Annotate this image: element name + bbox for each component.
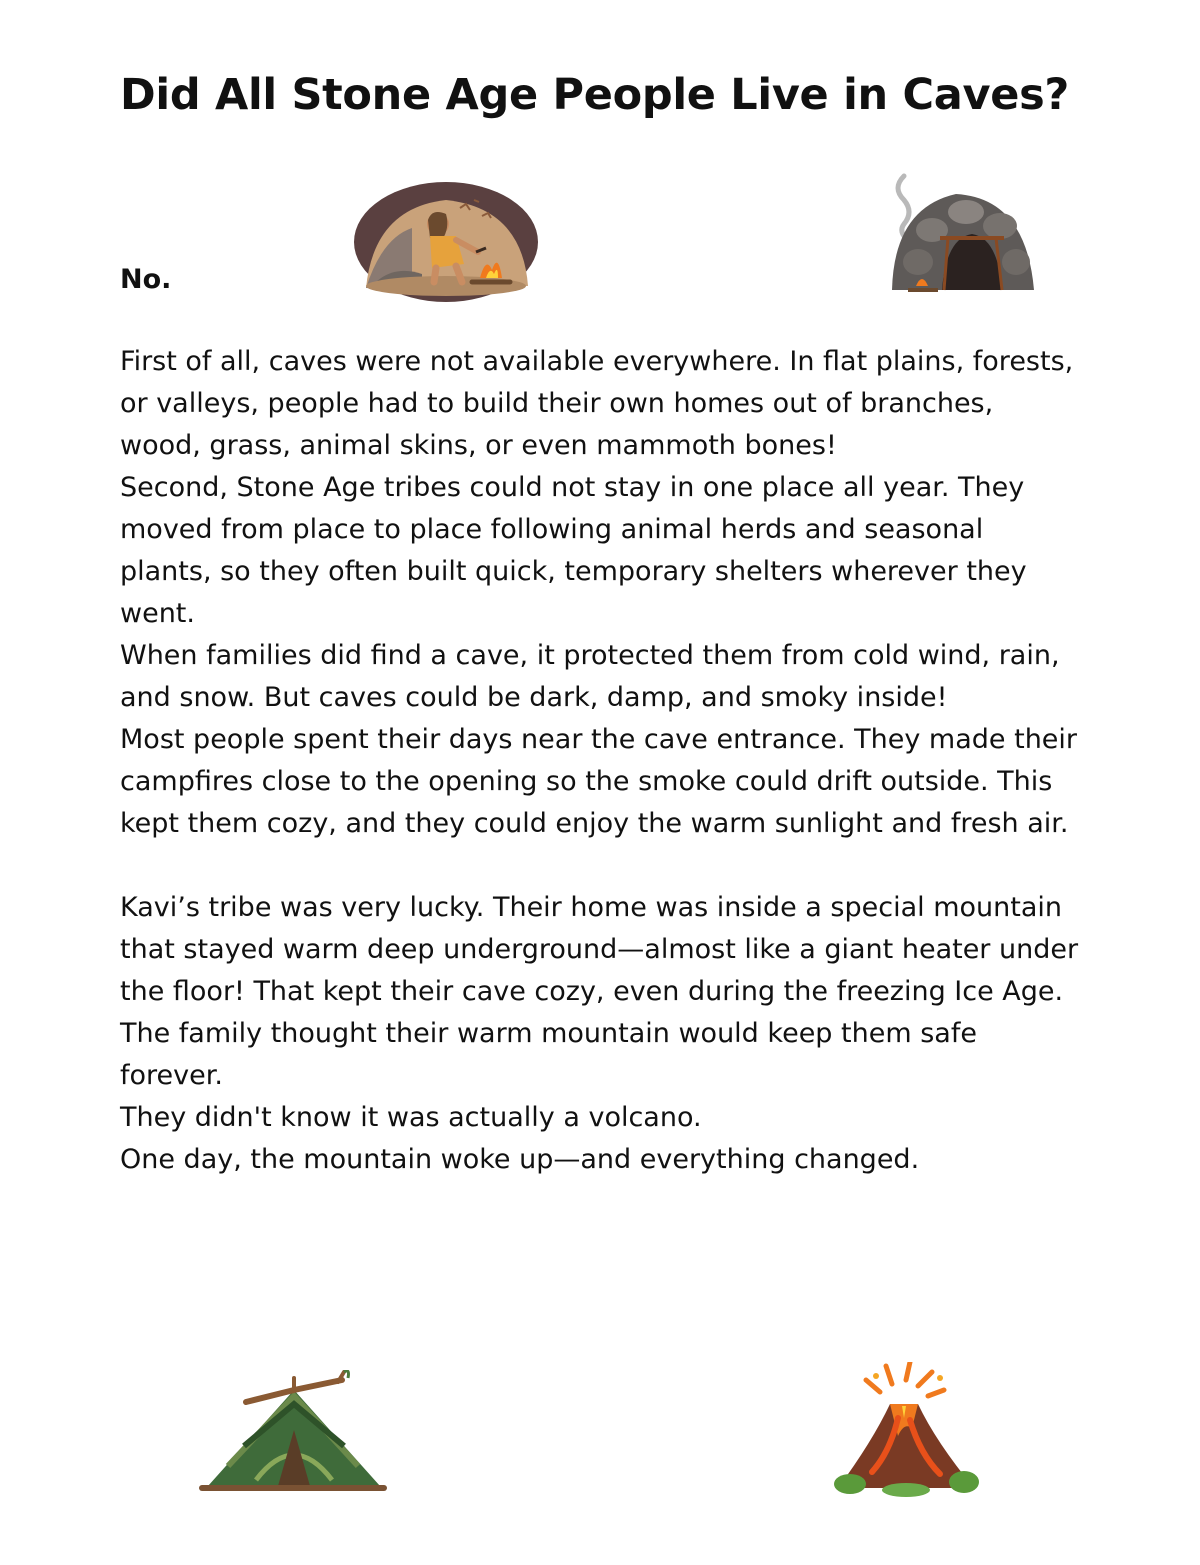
paragraph-volcano: They didn't know it was actually a volcano. (120, 1102, 702, 1133)
answer-text: No. (120, 264, 172, 295)
paragraph-mountain-woke: One day, the mountain woke up—and everything changed. (120, 1144, 920, 1175)
stone-hut-icon (886, 168, 1038, 296)
paragraph-cave-protection: When families did find a cave, it protected them from cold wind, rain, and snow. But caves could be dark, damp, and smoky inside! (120, 640, 1060, 713)
body-text (120, 341, 1080, 1181)
paragraph-family-safe: The family thought their warm mountain would keep them safe forever. (120, 1018, 977, 1091)
paragraph-cave-entrance: Most people spent their days near the cave entrance. They made their campfires close to the opening so the smoke could drift outside. This kept them cozy, and they could enjoy the warm sunlight and fresh air. (120, 724, 1078, 839)
caveman-fire-icon (352, 178, 540, 304)
page-title: Did All Stone Age People Live in Caves? (120, 70, 1070, 120)
paragraph-moving-tribes: Second, Stone Age tribes could not stay in one place all year. They moved from place to place following animal herds and seasonal plants, so they often built quick, temporary shelters wherever they went. (120, 472, 1027, 629)
paragraph-caves-availability: First of all, caves were not available everywhere. In flat plains, forests, or valleys, people had to build their own homes out of branches, wood, grass, animal skins, or even mammoth bones! (120, 346, 1074, 461)
volcano-icon (832, 1362, 980, 1498)
paragraph-kavi-tribe: Kavi’s tribe was very lucky. Their home was inside a special mountain that stayed warm deep underground—almost like a giant heater under the floor! That kept their cave cozy, even during the freezing Ice Age. (120, 892, 1079, 1007)
lean-to-shelter-icon (198, 1370, 388, 1494)
